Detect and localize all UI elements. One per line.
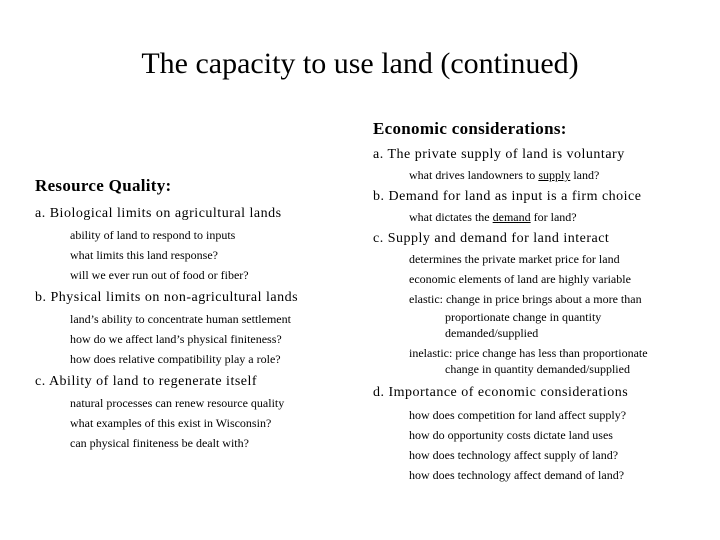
section-label-private-supply: a. The private supply of land is voluntary (373, 147, 625, 162)
section-label-importance: d. Importance of economic considerations (373, 385, 629, 400)
text-fragment: land? (570, 168, 600, 182)
section-label: c. Ability of land to regenerate itself (35, 374, 258, 389)
text-fragment: for land? (530, 210, 577, 224)
section-label: a. Biological limits on agricultural lands (35, 206, 282, 221)
list-item: can physical finiteness be dealt with? (70, 436, 249, 450)
section-regenerate (35, 372, 365, 453)
list-item: natural processes can renew resource quality (70, 396, 285, 410)
section-biological (35, 204, 365, 285)
list-item: how does competition for land affect supply? (409, 408, 627, 422)
list-item: land’s ability to concentrate human settlement (70, 312, 291, 326)
list-item: ability of land to respond to inputs (70, 228, 236, 242)
section-physical (35, 288, 365, 369)
list-item: determines the private market price for land (409, 252, 620, 266)
section-label: b. Physical limits on non-agricultural lands (35, 290, 299, 305)
slide-title: The capacity to use land (continued) (141, 47, 579, 80)
list-item: how does technology affect supply of land? (409, 448, 619, 462)
underlined-word: demand (492, 210, 531, 224)
list-item: how does technology affect demand of land? (409, 468, 625, 482)
section-label-demand: b. Demand for land as input is a firm choice (373, 189, 642, 204)
list-item-continuation: change in quantity demanded/supplied (445, 362, 630, 376)
list-item: what examples of this exist in Wisconsin? (70, 416, 272, 430)
resource-quality-column (35, 176, 365, 453)
list-item-elastic: elastic: change in price brings about a more than (409, 292, 642, 306)
list-item-continuation: proportionate change in quantity (445, 310, 602, 324)
list-item-continuation: demanded/supplied (445, 326, 539, 340)
economic-considerations-column (373, 119, 713, 485)
list-item: how does relative compatibility play a role? (70, 352, 281, 366)
list-item-inelastic: inelastic: price change has less than proportionate (409, 346, 648, 360)
text-fragment: what dictates the (409, 210, 493, 224)
economic-considerations-heading: Economic considerations: (373, 119, 567, 138)
list-item: how do we affect land’s physical finiteness? (70, 332, 282, 346)
section-label-supply-demand: c. Supply and demand for land interact (373, 231, 610, 246)
text-fragment: what drives landowners to (409, 168, 539, 182)
list-item: will we ever run out of food or fiber? (70, 268, 249, 282)
resource-quality-heading: Resource Quality: (35, 176, 172, 195)
list-item: what limits this land response? (70, 248, 218, 262)
underlined-word: supply (538, 168, 571, 182)
list-item (373, 207, 713, 227)
list-item: economic elements of land are highly variable (409, 272, 631, 286)
list-item (373, 165, 713, 185)
list-item: how do opportunity costs dictate land uses (409, 428, 613, 442)
